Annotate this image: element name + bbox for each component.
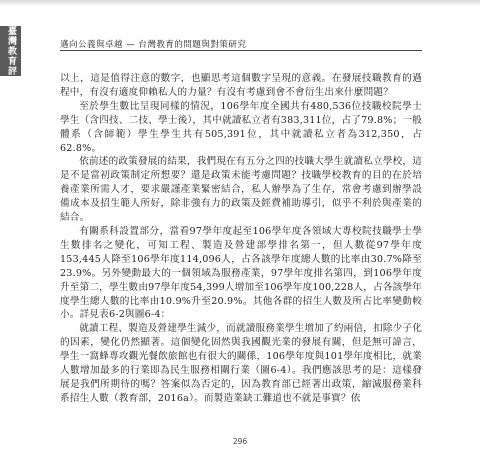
header-rule: [60, 50, 422, 51]
running-header: 邁向公義與卓越 — 台灣教育的問題與對策研究: [60, 40, 247, 50]
paragraph: 就讀工程、製造及營建學生減少，而就讀服務業學生增加了約兩倍，扣除少子化的因素，變化仍然顯著。這個變化固然與我國觀光業的發展有關，但是無可諱言，學生一窩蜂專攻觀光餐飲旅館也有很大的關係，106學年度與101學年度相比，就業人數增加最多的行業即為民生服務相關行業（圖6-4）。我們應該思考的是：這樣發展是我們所期待的嗎？答案似為否定的，因為教育部已經著出政策，縮減服務業科系招生人數（教育部，2016a）。而製造業缺工難道也不就是事實？依: [60, 323, 423, 404]
paragraph: 有關系科設置部分，當看97學年度起至106學年度各領域大專校院技職學士學生數排名之變化，可知工程、製造及營建部學排名第一，但人數從97學年度153,445人降至106學年度114,096人，占各該學年度總人數的比率由30.7%降至23.9%。另外變動最大的一個領域為服務產業，97學年度排名第四，到106學年度升至第二，學生數由97學年度54,399人增加至106學年度100,228人，占各該學年度學生總人數的比率由10.9%升至20.9%。其他各群的招生人數及所占比率變動較小。詳見表6-2與圖6-4：: [60, 225, 422, 321]
body-text: [60, 72, 422, 406]
paragraph: 依前述的政策發展的結果，我們現在有五分之四的技職大學生就讀私立學校，這是不是當初政策制定所想要？還是政策未能考慮問題？技職學校教育的目的在於培養產業所需人才，要求嚴謹產業緊密結合，私人辦學為了生存，常會考慮到辦學設備成本及招生範人所好，除非強有力的政策及經費補助導引，似乎不利於與產業的結合。: [60, 156, 422, 224]
chapter-side-tab: 臺灣教育評: [0, 26, 21, 76]
page-number: 296: [232, 437, 248, 446]
paragraph: 至於學生數比呈現同樣的情況，106學年度全國共有480,536位技職校院學士學生（含四技、二技、學士後），其中就讀私立者有383,311位，占了79.8%；一般體系（含師範）學生學生共有505,391位，其中就讀私立者為312,350，占62.8%。: [60, 100, 422, 154]
paragraph: 以上，這是值得注意的數字，也顯思考這個數字呈現的意義。在發展技職教育的過程中，有沒有適度仰賴私人的力量？有沒有考慮到會不會衍生出來什麼問題？: [60, 73, 422, 98]
page-top-shadow: [0, 0, 480, 6]
